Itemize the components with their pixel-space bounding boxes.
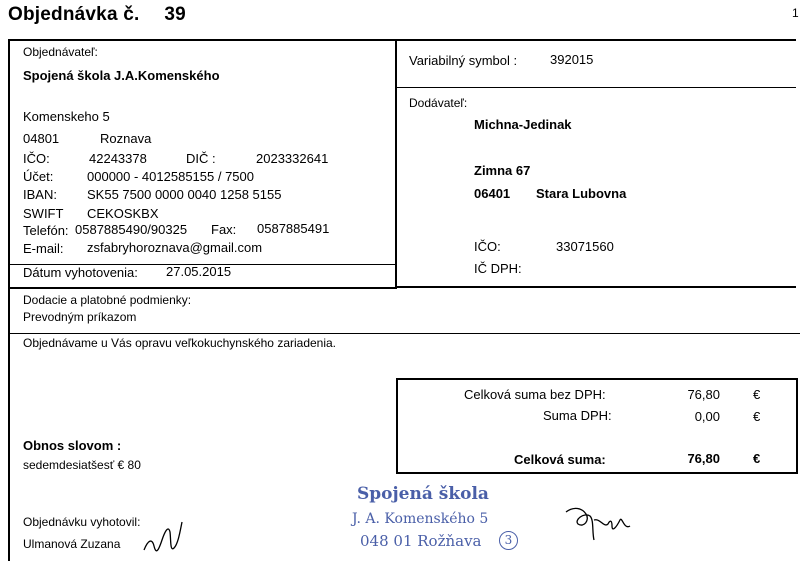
customer-label: Objednávateľ: <box>23 45 98 59</box>
grand-total-value: 76,80 <box>687 451 720 466</box>
customer-box-right <box>395 39 397 289</box>
stamp-mark <box>499 531 518 550</box>
stamp-mark-text: 3 <box>504 533 513 547</box>
customer-fax-label: Fax: <box>211 222 237 237</box>
customer-iban: SK55 7500 0000 0040 1258 5155 <box>87 187 282 202</box>
issued-by-label: Objednávku vyhotovil: <box>23 515 141 529</box>
stamp-line-3: 048 01 Rožňava <box>360 532 482 550</box>
customer-street: Komenskeho 5 <box>23 109 110 124</box>
supplier-street: Zimna 67 <box>474 163 531 178</box>
customer-swift-label: SWIFT <box>23 206 64 221</box>
issue-date-label: Dátum vyhotovenia: <box>23 265 138 280</box>
net-total-value: 76,80 <box>687 387 720 402</box>
variable-symbol-label: Variabilný symbol : <box>409 53 518 68</box>
vat-currency: € <box>753 409 761 424</box>
grand-total-label: Celková suma: <box>514 452 606 467</box>
symbol-divider <box>396 87 796 88</box>
frame-left <box>8 39 10 561</box>
issue-date: 27.05.2015 <box>166 264 232 279</box>
supplier-icdph-label: IČ DPH: <box>474 261 522 276</box>
issuer-signature <box>140 512 188 558</box>
supplier-zip: 06401 <box>474 186 511 201</box>
customer-dic-label: DIČ : <box>186 151 216 166</box>
terms-value: Prevodným príkazom <box>23 310 137 324</box>
customer-ico-label: IČO: <box>23 151 50 166</box>
customer-iban-label: IBAN: <box>23 187 57 202</box>
customer-account: 000000 - 4012585155 / 7500 <box>87 169 254 184</box>
customer-account-label: Účet: <box>23 169 54 184</box>
terms-divider <box>8 333 800 334</box>
customer-name: Spojená škola J.A.Komenského <box>23 68 220 83</box>
stamp-line-1: Spojená škola <box>357 484 489 504</box>
supplier-label: Dodávateľ: <box>409 96 468 110</box>
grand-total-currency: € <box>753 451 761 466</box>
customer-phone: 0587885490/90325 <box>75 222 188 237</box>
issued-by-name: Ulmanová Zuzana <box>23 537 121 551</box>
customer-ico: 42243378 <box>89 151 147 166</box>
order-title-label: Objednávka č. <box>8 4 140 25</box>
customer-dic: 2023332641 <box>256 151 329 166</box>
order-body-text: Objednávame u Vás opravu veľkokuchynského zariadenia. <box>23 336 337 350</box>
net-total-currency: € <box>753 387 761 402</box>
order-number: 39 <box>164 4 186 25</box>
order-title <box>8 4 186 26</box>
customer-email: zsfabryhoroznava@gmail.com <box>87 240 263 255</box>
stamp-line-2: J. A. Komenského 5 <box>352 511 489 527</box>
customer-city: Roznava <box>100 131 152 146</box>
customer-zip: 04801 <box>23 131 60 146</box>
customer-phone-label: Telefón: <box>23 223 69 238</box>
vat-label: Suma DPH: <box>543 408 612 423</box>
supplier-ico-label: IČO: <box>474 239 501 254</box>
page-number: 1 <box>792 6 799 20</box>
words-label: Obnos slovom : <box>23 438 122 453</box>
variable-symbol-value: 392015 <box>550 52 594 67</box>
supplier-ico: 33071560 <box>556 239 614 254</box>
supplier-name: Michna-Jedinak <box>474 117 572 132</box>
words-value: sedemdesiatšesť € 80 <box>23 458 141 472</box>
vat-value: 0,00 <box>694 409 720 424</box>
customer-email-label: E-mail: <box>23 241 64 256</box>
customer-box-bottom <box>8 287 396 289</box>
terms-label: Dodacie a platobné podmienky: <box>23 293 192 307</box>
supplier-city: Stara Lubovna <box>536 186 627 201</box>
customer-fax: 0587885491 <box>257 221 330 236</box>
net-total-label: Celková suma bez DPH: <box>464 387 606 402</box>
frame-top <box>8 39 796 41</box>
customer-swift: CEKOSKBX <box>87 206 159 221</box>
supplier-box-bottom <box>396 286 796 288</box>
approver-signature <box>560 498 640 548</box>
